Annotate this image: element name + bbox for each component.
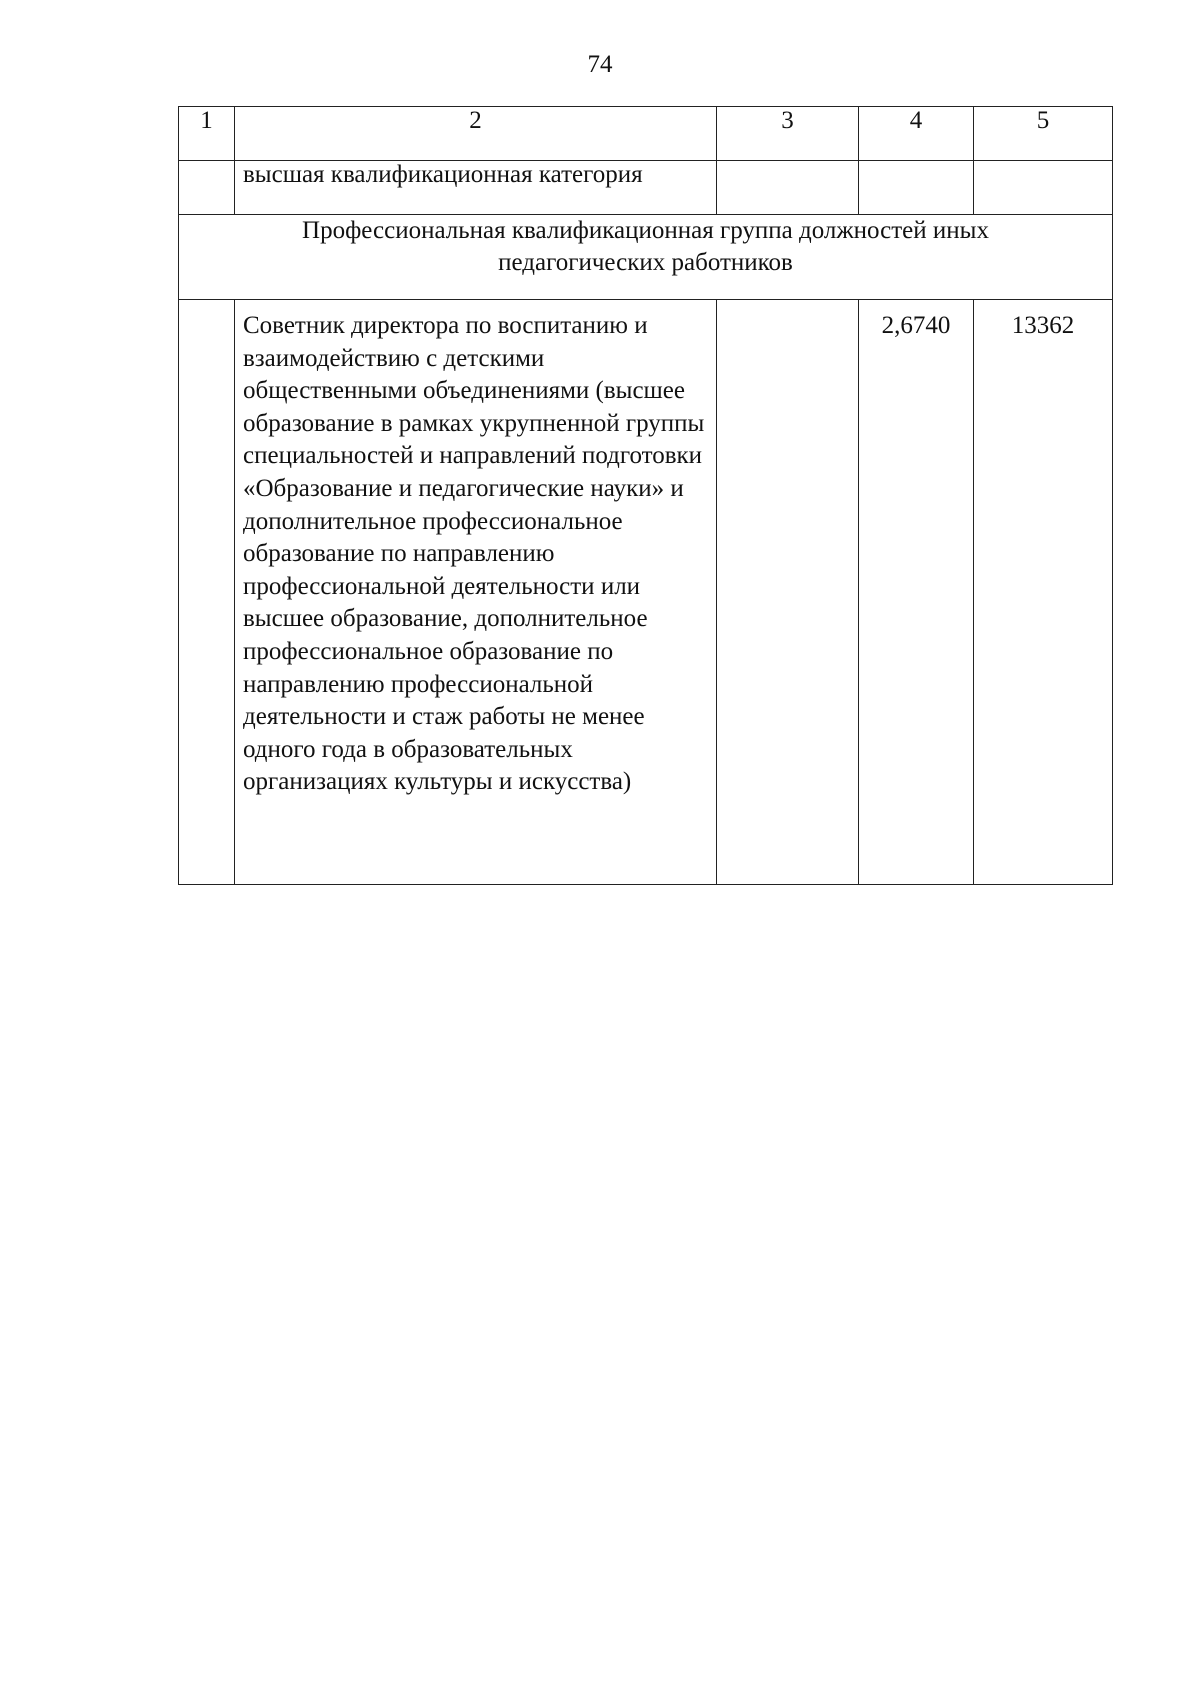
- column-header-4: 4: [859, 107, 974, 161]
- column-header-2: 2: [235, 107, 717, 161]
- table-cell-empty: [974, 161, 1113, 215]
- table-row-group: [179, 215, 1113, 300]
- coefficient-value: 2,6740: [859, 300, 974, 885]
- category-label: высшая квалификационная категория: [235, 161, 717, 215]
- table-cell-empty: [717, 161, 859, 215]
- salary-value: 13362: [974, 300, 1113, 885]
- table-cell-col3: [717, 300, 859, 885]
- salary-table: [178, 106, 1113, 885]
- table-row-category: [179, 161, 1113, 215]
- table-row-position: [179, 300, 1113, 885]
- table-cell-empty: [179, 161, 235, 215]
- table-header-row: [179, 107, 1113, 161]
- position-description: Советник директора по воспитанию и взаимодействию с детскими общественными объединениями (высшее образование в рамках укрупненной группы специальностей и направлений подготовки «Образование и педагогические науки» и дополнительное профессиональное образование по направлению профессиональной деятельности или высшее образование, дополнительное профессиональное образование по направлению профессиональной деятельности и стаж работы не менее одного года в образовательных организациях культуры и искусства): [235, 300, 717, 885]
- page-number: 74: [587, 51, 613, 78]
- column-header-1: 1: [179, 107, 235, 161]
- group-heading: Профессиональная квалификационная группа должностей иных педагогических работников: [302, 217, 989, 276]
- table-cell-empty: [859, 161, 974, 215]
- column-header-3: 3: [717, 107, 859, 161]
- column-header-5: 5: [974, 107, 1113, 161]
- table-cell-index: [179, 300, 235, 885]
- group-heading-cell: [179, 215, 1113, 300]
